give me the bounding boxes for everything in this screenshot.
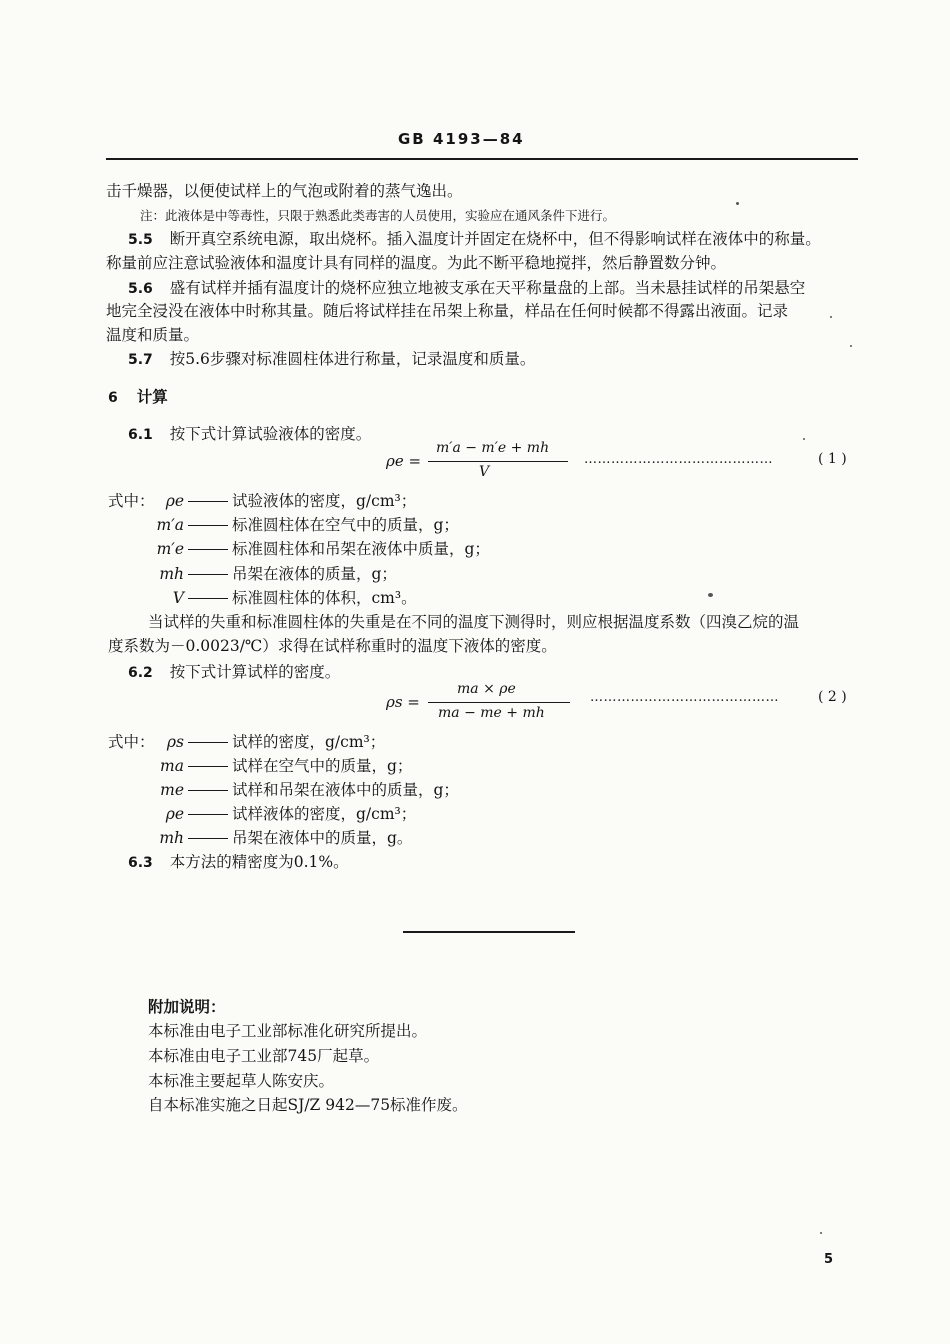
text-line: 度系数为－0.0023/℃）求得在试样称重时的温度下液体的密度。 [108,637,557,655]
header-title: GB 4193—84 [398,130,525,148]
appendix-line: 自本标准实施之日起SJ/Z 942—75标准作废。 [148,1096,468,1114]
variable-desc: 试样和吊架在液体中的质量，g； [232,781,459,799]
variable-row [144,731,385,753]
text-line: 按下式计算试样的密度。 [169,663,341,681]
section-5-5 [128,228,821,251]
text-line: 击千燥器，以便使试样上的气泡或附着的蒸气逸出。 [106,182,463,200]
page-number: 5 [824,1252,834,1267]
variable-row [144,563,397,585]
variable-symbol: ma [160,757,184,775]
variable-symbol: V [172,589,184,607]
variable-row [144,779,459,801]
em-dash [188,790,228,791]
formula-numerator: ma × ρe [457,681,516,697]
section-number: 5.7 [128,352,153,368]
em-dash [188,501,228,502]
em-dash [188,598,228,599]
variable-symbol: mh [159,829,184,847]
leader-dots: …………………………………… [584,452,773,467]
header-rule [106,158,858,160]
variable-desc: 吊架在液体中的质量，g。 [232,829,413,847]
formula-lhs: ρs = [386,693,420,711]
variable-desc: 试验液体的密度，g/cm³； [232,492,417,510]
text-line: 盛有试样并插有温度计的烧杯应独立地被支承在天平称量盘的上部。当未悬挂试样的吊架悬空 [169,279,806,297]
variable-row [144,514,459,536]
fraction-bar [428,461,568,462]
em-dash [188,814,228,815]
equation-label: ( 1 ) [818,451,847,467]
em-dash [188,574,228,575]
variable-symbol: ρe [165,805,184,823]
variable-desc: 吊架在液体的质量，g； [232,565,397,583]
variable-desc: 试样在空气中的质量，g； [232,757,413,775]
fraction-bar [428,702,570,703]
section-6-3 [128,851,349,874]
scan-speck [736,202,739,205]
section-6-heading [108,386,168,409]
variable-row [144,587,417,609]
variable-desc: 试样的密度，g/cm³； [232,733,386,751]
text-line: 当试样的失重和标准圆柱体的失重是在不同的温度下测得时，则应根据温度系数（四溴乙烷的温 [148,613,800,631]
variable-symbol: ρe [165,492,184,510]
section-5-6 [128,277,805,300]
text-line: 按5.6步骤对标准圆柱体进行称量，记录温度和质量。 [169,350,536,368]
section-number: 6 [108,390,118,406]
appendix-line: 本标准主要起草人陈安庆。 [148,1072,335,1090]
scan-speck [708,593,713,597]
variable-desc: 标准圆柱体在空气中的质量，g； [232,516,459,534]
appendix-line: 本标准由电子工业部745厂起草。 [148,1047,380,1065]
section-6-1 [128,423,371,446]
variable-desc: 标准圆柱体和吊架在液体中质量，g； [232,540,490,558]
variable-row [144,538,490,560]
variable-row [144,803,416,825]
equation-label: ( 2 ) [818,689,847,705]
text-line: 按下式计算试验液体的密度。 [169,425,372,443]
em-dash [188,525,228,526]
section-number: 6.3 [128,855,153,871]
section-title: 计算 [136,387,168,406]
variable-symbol: ρs [166,733,184,751]
formula-denominator: ma − me + mh [438,705,545,721]
text-line: 本方法的精密度为0.1%。 [169,853,349,871]
scan-speck [820,1232,822,1234]
section-number: 6.2 [128,665,153,681]
scan-speck [830,316,832,318]
section-6-2 [128,661,340,684]
text-line: 地完全浸没在液体中时称其量。随后将试样挂在吊架上称量，样品在任何时候都不得露出液面。记录 [106,302,789,320]
variable-desc: 试样液体的密度，g/cm³； [232,805,417,823]
where-label: 式中： [108,492,155,510]
variable-symbol: m′e [156,540,184,558]
appendix-line: 本标准由电子工业部标准化研究所提出。 [148,1022,428,1040]
variable-symbol: mh [159,565,184,583]
text-line: 温度和质量。 [106,326,200,344]
text-line: 断开真空系统电源，取出烧杯。插入温度计并固定在烧杯中，但不得影响试样在液体中的称量。 [169,230,821,248]
section-number: 5.6 [128,281,153,297]
appendix-title: 附加说明： [148,997,226,1016]
variable-symbol: m′a [156,516,184,534]
section-number: 5.5 [128,232,153,248]
variable-row [144,755,412,777]
variable-row [144,827,412,849]
variable-symbol: me [160,781,184,799]
leader-dots: …………………………………… [590,690,779,705]
em-dash [188,742,228,743]
formula-lhs: ρe = [386,452,422,470]
section-5-7 [128,348,535,371]
scan-speck [803,438,805,440]
end-rule [403,931,575,933]
text-line: 称量前应注意试验液体和温度计具有同样的温度。为此不断平稳地搅拌，然后静置数分钟。 [106,254,727,272]
em-dash [188,549,228,550]
scan-speck [850,345,852,347]
formula-denominator: V [479,464,490,480]
where-label: 式中： [108,733,155,751]
em-dash [188,766,228,767]
em-dash [188,838,228,839]
section-number: 6.1 [128,427,153,443]
variable-desc: 标准圆柱体的体积，cm³。 [232,589,417,607]
variable-row [144,490,416,512]
formula-numerator: m′a − m′e + mh [436,440,550,456]
note-text: 注：此液体是中等毒性，只限于熟悉此类毒害的人员使用，实验应在通风条件下进行。 [140,208,616,223]
